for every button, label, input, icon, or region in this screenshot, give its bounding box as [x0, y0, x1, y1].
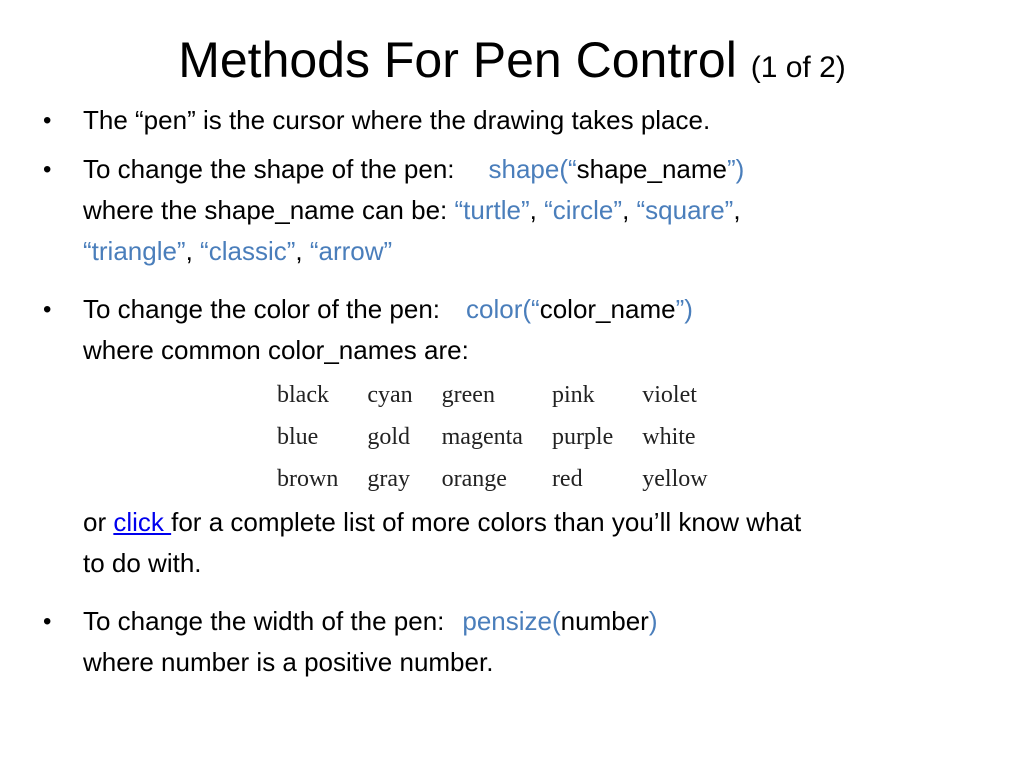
- pensize-intro: To change the width of the pen:: [83, 606, 445, 636]
- color-intro: To change the color of the pen:: [83, 294, 441, 324]
- pensize-line-2: where number is a positive number.: [83, 647, 494, 677]
- color-name-cell: green: [441, 381, 495, 408]
- bullet-color: [43, 289, 983, 371]
- shape-separator: ,: [529, 195, 545, 225]
- color-names-table: [270, 374, 730, 500]
- shape-line-1: [83, 149, 983, 190]
- shape-option: “turtle”: [454, 195, 530, 225]
- shape-code-open: shape(“: [488, 154, 577, 184]
- color-code-close: ”): [675, 294, 693, 324]
- title-page-indicator: (1 of 2): [750, 51, 846, 84]
- color-line-2: where common color_names are:: [83, 335, 469, 365]
- pensize-code-arg: number: [560, 606, 649, 636]
- shape-line2-prefix: where the shape_name can be:: [83, 195, 455, 225]
- more-colors-suffix: for a complete list of more colors than you’ll know what: [171, 507, 802, 537]
- color-name-cell: orange: [441, 465, 507, 492]
- pensize-code-close: ): [648, 606, 658, 636]
- shape-option: “circle”: [544, 195, 623, 225]
- bullet-shape: [43, 149, 983, 272]
- color-name-cell: cyan: [367, 381, 413, 408]
- shape-line-2: [83, 190, 983, 231]
- color-row: [270, 416, 730, 458]
- color-name-cell: pink: [551, 381, 595, 408]
- color-name-cell: white: [642, 423, 696, 450]
- color-row: [270, 458, 730, 500]
- color-name-cell: violet: [642, 381, 697, 408]
- bullet-marker: •: [43, 156, 52, 183]
- color-code-arg: color_name: [539, 294, 676, 324]
- more-colors-line-2: to do with.: [83, 548, 202, 578]
- color-code-open: color(“: [466, 294, 540, 324]
- shape-separator: ,: [733, 195, 741, 225]
- color-name-cell: yellow: [642, 465, 708, 492]
- shape-intro: To change the shape of the pen:: [83, 154, 455, 184]
- shape-option: “triangle”: [83, 236, 186, 266]
- color-name-cell: red: [551, 465, 583, 492]
- bullet-marker: •: [43, 296, 52, 323]
- shape-code-arg: shape_name: [576, 154, 728, 184]
- shape-option: “square”: [636, 195, 734, 225]
- color-name-cell: brown: [277, 465, 339, 492]
- more-colors-prefix: or: [83, 507, 114, 537]
- pensize-line-1: [83, 601, 983, 642]
- shape-line-3: [83, 231, 983, 272]
- more-colors-link[interactable]: click: [113, 507, 172, 537]
- color-line-1: [83, 289, 983, 330]
- slide-title: [0, 28, 1024, 100]
- bullet-marker: •: [43, 107, 52, 134]
- shape-separator: ,: [295, 236, 310, 266]
- color-name-cell: gray: [367, 465, 410, 492]
- bullet-pensize: [43, 601, 983, 683]
- color-name-cell: black: [277, 381, 329, 408]
- color-name-cell: magenta: [441, 423, 523, 450]
- color-name-cell: blue: [277, 423, 319, 450]
- shape-separator: ,: [185, 236, 201, 266]
- color-more-note: [83, 502, 983, 584]
- shape-option: “arrow”: [309, 236, 393, 266]
- shape-option: “classic”: [200, 236, 296, 266]
- bullet-pen-definition: [43, 100, 983, 141]
- shape-code-close: ”): [727, 154, 745, 184]
- color-name-cell: purple: [551, 423, 614, 450]
- more-colors-line-1: [83, 502, 983, 543]
- bullet-marker: •: [43, 608, 52, 635]
- pensize-code-open: pensize(: [462, 606, 561, 636]
- color-row: [270, 374, 730, 416]
- shape-separator: ,: [622, 195, 637, 225]
- color-name-cell: gold: [367, 423, 410, 450]
- title-main: Methods For Pen Control: [178, 32, 737, 88]
- bullet-text: The “pen” is the cursor where the drawing takes place.: [83, 105, 711, 135]
